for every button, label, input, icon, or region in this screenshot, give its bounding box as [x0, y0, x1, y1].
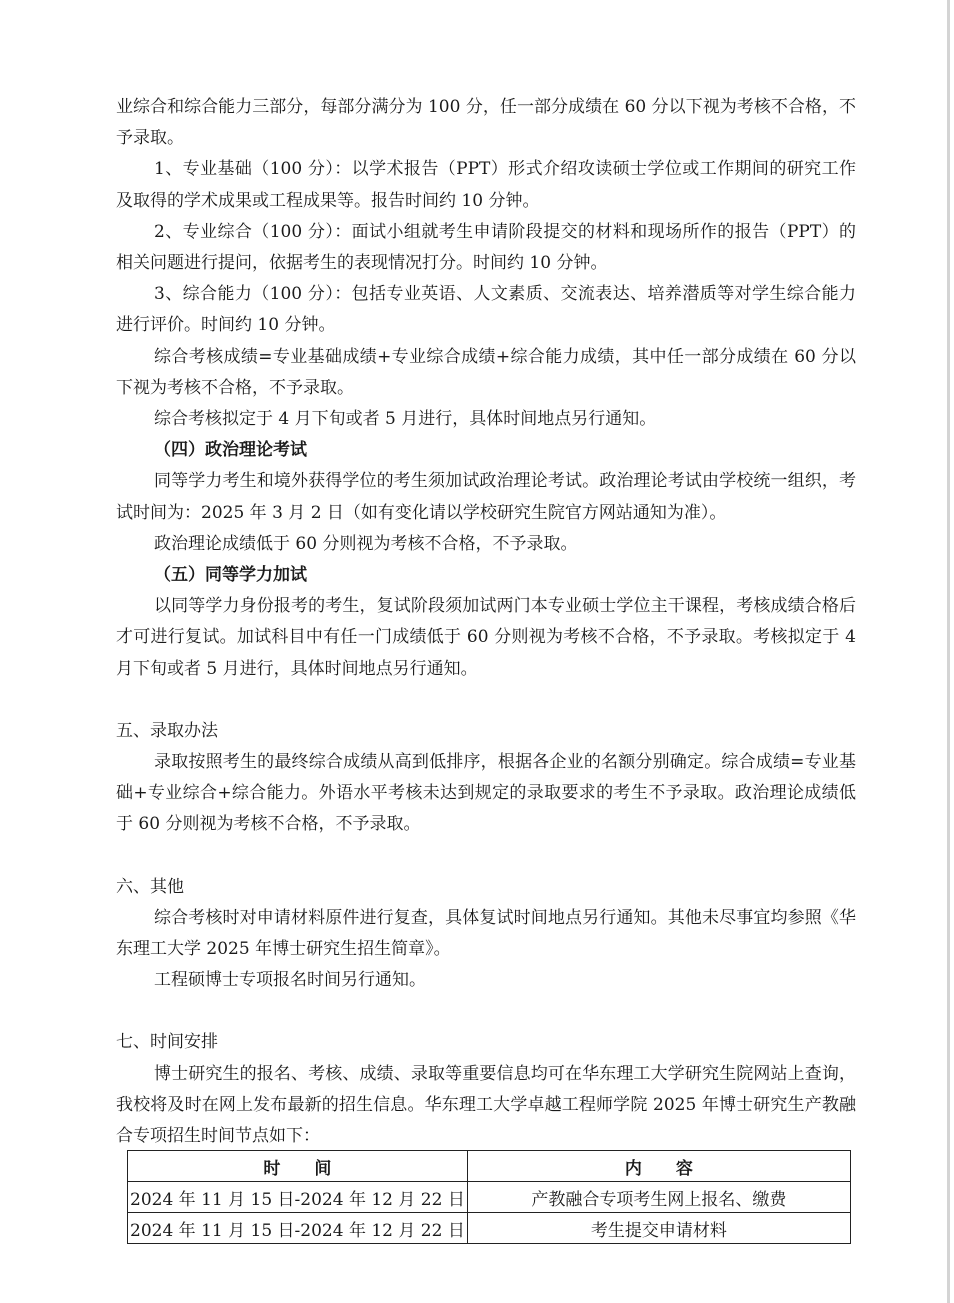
paragraph: 3、综合能力（100 分）：包括专业英语、人文素质、交流表达、培养潜质等对学生综合能力进行评价。时间约 10 分钟。 — [116, 284, 856, 336]
table-cell-time: 2024 年 11 月 15 日-2024 年 12 月 22 日 — [128, 1213, 468, 1244]
paragraph: 以同等学力身份报考的考生，复试阶段须加试两门本专业硕士学位主干课程，考核成绩合格后才可进行复试。加试科目中有任一门成绩低于 60 分则视为考核不合格，不予录取。考核拟定于 4 月下旬或者 5 月进行，具体时间地点另行通知。 — [116, 596, 856, 679]
paragraph: 业综合和综合能力三部分，每部分满分为 100 分，任一部分成绩在 60 分以下视为考核不合格，不予录取。 — [116, 97, 856, 149]
paragraph: 2、专业综合（100 分）：面试小组就考生申请阶段提交的材料和现场所作的报告（PPT）的相关问题进行提问，依据考生的表现情况打分。时间约 10 分钟。 — [116, 221, 856, 274]
section-heading-others: 六、其他 — [116, 876, 184, 897]
paragraph: 同等学力考生和境外获得学位的考生须加试政治理论考试。政治理论考试由学校统一组织，考试时间为：2025 年 3 月 2 日（如有变化请以学校研究生院官方网站通知为准）。 — [116, 471, 856, 523]
table-row — [128, 1182, 851, 1213]
section-heading-timeline: 七、时间安排 — [116, 1032, 218, 1053]
section-heading-politics: （四）政治理论考试 — [154, 440, 307, 461]
paragraph: 录取按照考生的最终综合成绩从高到低排序，根据各企业的名额分别确定。综合成绩=专业基础+专业综合+综合能力。外语水平考核未达到规定的录取要求的考生不予录取。政治理论成绩低于 60 分则视为考核不合格，不予录取。 — [116, 752, 856, 835]
table-cell-content: 产教融合专项考生网上报名、缴费 — [467, 1182, 850, 1213]
schedule-table — [127, 1150, 851, 1244]
table-cell-time: 2024 年 11 月 15 日-2024 年 12 月 22 日 — [128, 1182, 468, 1213]
section-heading-admission: 五、录取办法 — [116, 720, 218, 741]
spacer — [116, 685, 856, 716]
spacer — [116, 996, 856, 1027]
paragraph: 工程硕博士专项报名时间另行通知。 — [154, 970, 426, 991]
paragraph: 综合考核成绩=专业基础成绩+专业综合成绩+综合能力成绩，其中任一部分成绩在 60 分以下视为考核不合格，不予录取。 — [116, 346, 856, 398]
paragraph: 政治理论成绩低于 60 分则视为考核不合格，不予录取。 — [154, 533, 578, 554]
table-cell-content: 考生提交申请材料 — [467, 1213, 850, 1244]
section-heading-equivalent: （五）同等学力加试 — [154, 565, 307, 586]
spacer — [116, 841, 856, 872]
table-header-row — [128, 1151, 851, 1182]
column-header-content: 内 容 — [467, 1151, 850, 1182]
paragraph: 1、专业基础（100 分）：以学术报告（PPT）形式介绍攻读硕士学位或工作期间的研究工作及取得的学术成果或工程成果等。报告时间约 10 分钟。 — [116, 159, 856, 211]
paragraph: 综合考核时对申请材料原件进行复查，具体复试时间地点另行通知。其他未尽事宜均参照《华东理工大学 2025 年博士研究生招生简章》。 — [116, 907, 856, 960]
column-header-time: 时 间 — [128, 1151, 468, 1182]
document-body — [116, 92, 856, 1152]
table-row — [128, 1213, 851, 1244]
paragraph: 博士研究生的报名、考核、成绩、录取等重要信息均可在华东理工大学研究生院网站上查询，我校将及时在网上发布最新的招生信息。华东理工大学卓越工程师学院 2025 年博士研究生产教融合专项招生时间节点如下： — [116, 1063, 856, 1147]
paragraph: 综合考核拟定于 4 月下旬或者 5 月进行，具体时间地点另行通知。 — [154, 409, 657, 430]
